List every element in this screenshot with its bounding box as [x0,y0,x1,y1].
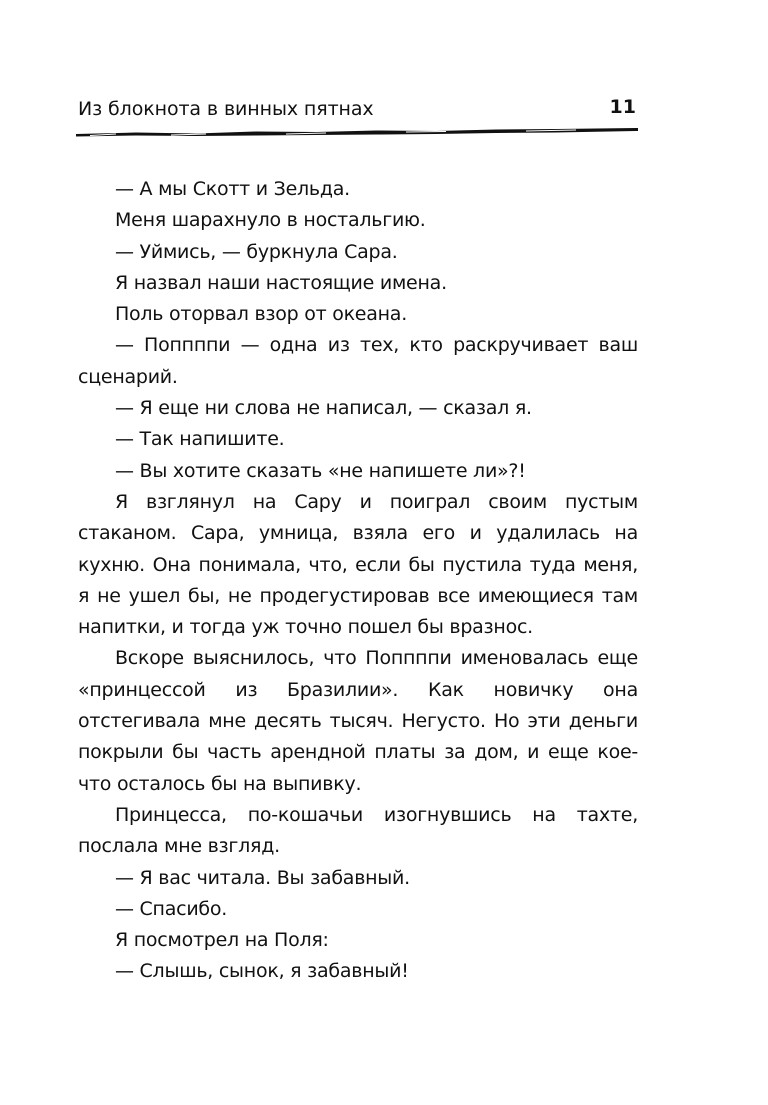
paragraph: — А мы Скотт и Зельда. [115,178,350,200]
paragraph: Я посмотрел на Поля: [115,929,329,952]
paragraph: — Поппппи — одна из тех, кто раскручивает ваш сценарий. [78,334,638,388]
paragraph: — Так напишите. [115,428,285,451]
body-text [78,174,638,988]
paragraph: Вскоре выяснилось, что Поппппи именовалась еще «принцессой из Бразилии». Как новичку она отстегивала мне десять тысяч. Негусто. Но эти деньги покрыли бы часть арендной платы за дом, и еще кое-что осталось бы на выпивку. [78,647,638,795]
paragraph: — Спасибо. [115,897,228,920]
paragraph: Меня шарахнуло в ностальгию. [115,209,426,232]
running-header-title: Из блокнота в винных пятнах [78,98,374,120]
header-rule [76,126,638,138]
paragraph: — Я еще ни слова не написал, — сказал я. [115,397,532,420]
paragraph: — Вы хотите сказать «не напишете ли»?! [115,459,526,482]
running-header [78,96,638,124]
paragraph: Поль оторвал взор от океана. [115,303,407,326]
paragraph: — Слышь, сынок, я забавный! [115,960,409,983]
paragraph: Принцесса, по-кошачьи изогнувшись на тахте, послала мне взгляд. [78,803,638,858]
paragraph: Я назвал наши настоящие имена. [115,271,447,294]
paragraph: — Я вас читала. Вы забавный. [115,866,410,889]
paragraph: Я взглянул на Сару и поиграл своим пустым стаканом. Сара, умница, взяла его и удалилась на кухню. Она понимала, что, если бы пустила туда меня, я не ушел бы, не продегустировав все имеющиеся там напитки, и тогда уж точно пошел бы вразнос. [78,490,638,639]
paragraph: — Уймись, — буркнула Сара. [115,240,398,263]
page-number: 11 [609,96,636,118]
